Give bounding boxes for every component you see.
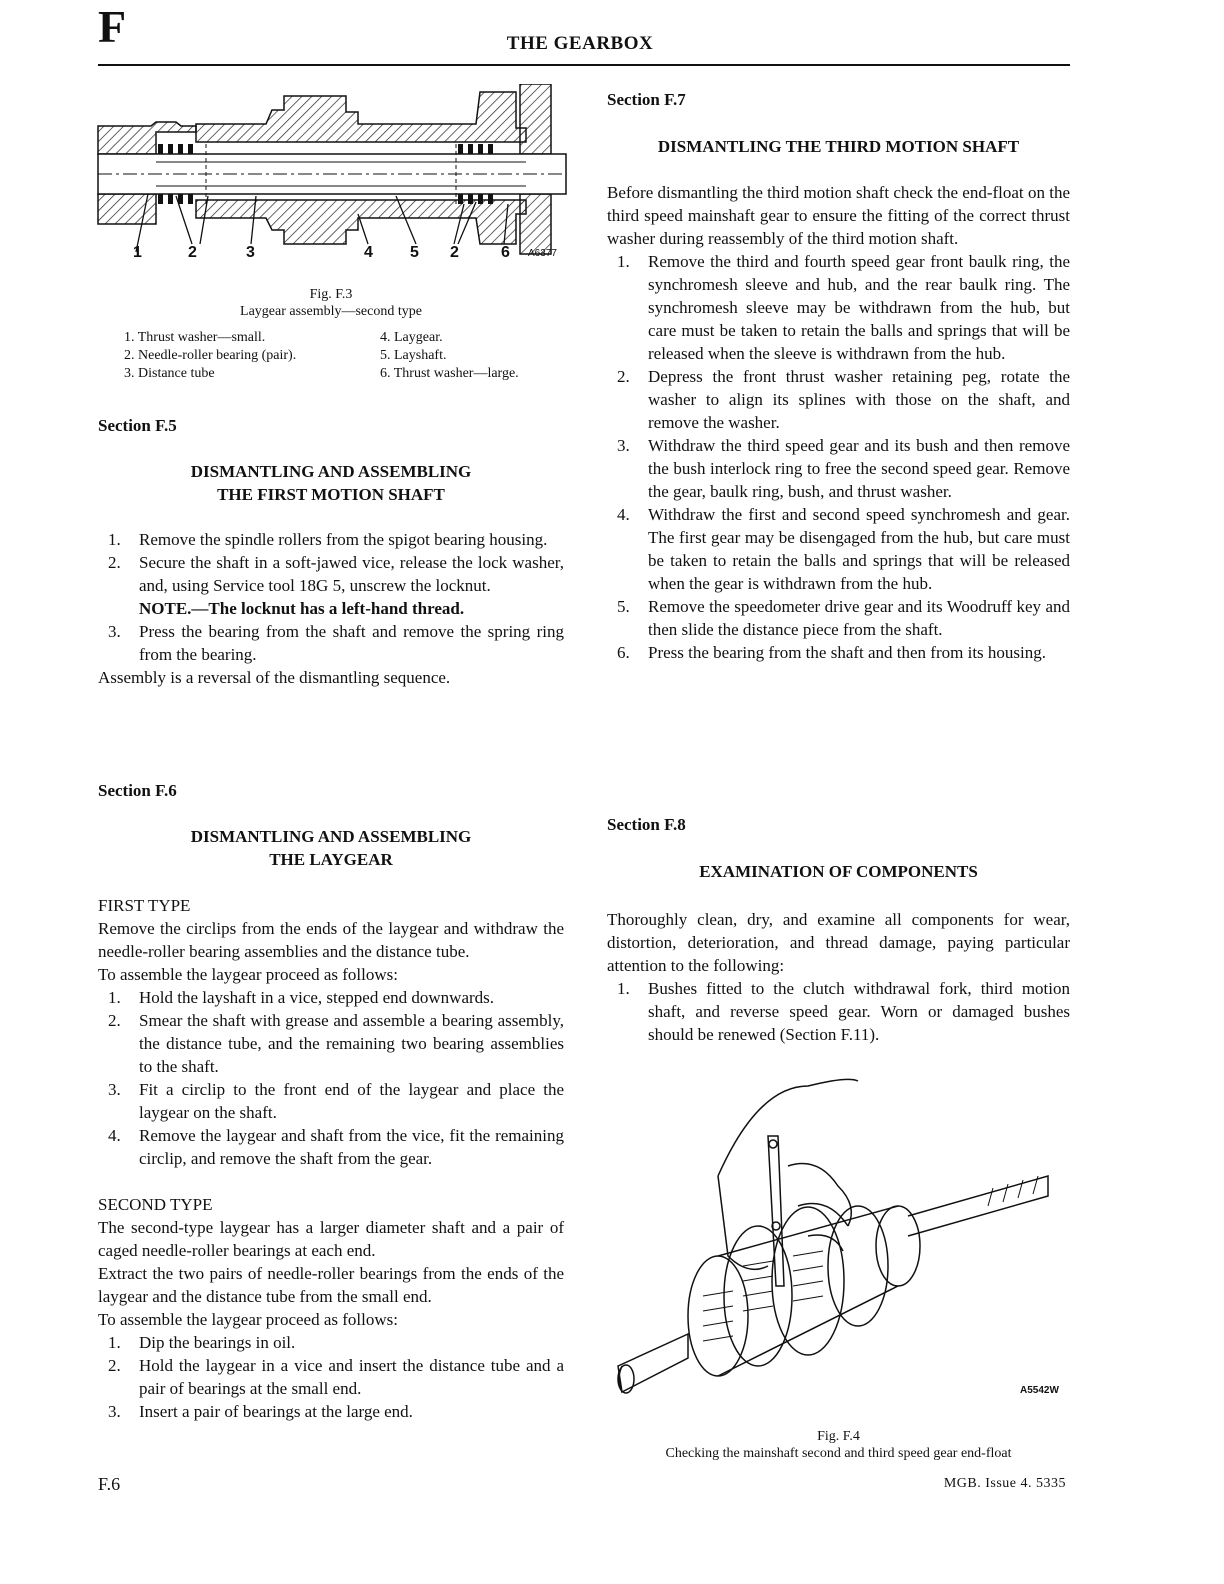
section-f8-heading: EXAMINATION OF COMPONENTS — [699, 862, 978, 881]
subheading: SECOND TYPE — [98, 1195, 213, 1214]
section-f8-body — [607, 908, 1070, 1046]
figure-label: Fig. F.4 — [817, 1429, 860, 1444]
list-item: 1. Hold the layshaft in a vice, stepped end downwards. — [108, 988, 495, 1007]
callout-2b: 2 — [450, 244, 459, 261]
section-f6-heading — [98, 825, 564, 871]
list-item: 6. Press the bearing from the shaft and then from its housing. — [617, 643, 1047, 662]
laygear-assembly-figure — [96, 84, 568, 264]
section-f7-body — [607, 181, 1070, 664]
figure-caption: Laygear assembly—second type — [240, 304, 422, 319]
section-f5-label: Section F.5 — [98, 416, 177, 435]
list-item: 1. Remove the third and fourth speed gear front baulk ring, the synchromesh sleeve and hub, and the rear baulk ring. The synchromesh sleeve may be withdrawn from the hub, but care must be taken to retain the balls and springs that will be released when the sleeve is withdrawn from the hub. — [617, 252, 1070, 363]
figure-code: A6377 — [528, 248, 557, 259]
section-f7-heading: DISMANTLING THE THIRD MOTION SHAFT — [657, 137, 1020, 156]
list-item: 3. Fit a circlip to the front end of the laygear and place the laygear on the shaft. — [108, 1080, 564, 1122]
page-title: THE GEARBOX — [506, 33, 654, 54]
chapter-letter: F — [98, 1, 127, 52]
list-item: 1. Bushes fitted to the clutch withdrawal fork, third motion shaft, and reverse speed gear. Worn or damaged bushes should be renewed (Section F.11). — [617, 979, 1070, 1044]
note: NOTE.—The locknut has a left-hand thread. — [139, 599, 465, 618]
issue-info: MGB. Issue 4. 5335 — [943, 1476, 1066, 1491]
section-f5-heading — [98, 460, 564, 506]
callout-6: 6 — [501, 244, 510, 261]
list-item: 4. Withdraw the first and second speed synchromesh and gear. The first gear may be disengaged from the hub, but care must be taken to retain the balls and springs that will be released when the gear is withdrawn from the hub. — [617, 505, 1070, 593]
legend-left — [124, 329, 364, 383]
paragraph: The second-type laygear has a larger diameter shaft and a pair of caged needle-roller bearings at each end. — [98, 1218, 564, 1260]
paragraph: Remove the circlips from the ends of the laygear and withdraw the needle-roller bearing assemblies and the distance tube. — [98, 919, 564, 961]
gear-endfloat-illustration — [608, 1066, 1068, 1416]
section-f6-label: Section F.6 — [98, 781, 177, 800]
legend-item: 2. Needle-roller bearing (pair). — [124, 348, 297, 363]
paragraph: Before dismantling the third motion shaft check the end-float on the third speed mainshaft gear to ensure the fitting of the correct thrust washer during reassembly of the third motion shaft. — [607, 183, 1070, 248]
list-item: 2. Secure the shaft in a soft-jawed vice, release the lock washer, and, using Service tool 18G 5, unscrew the locknut. — [108, 553, 564, 595]
figure-caption: Checking the mainshaft second and third speed gear end-float — [665, 1446, 1012, 1461]
legend-item: 1. Thrust washer—small. — [124, 330, 266, 345]
list-item: 4. Remove the laygear and shaft from the vice, fit the remaining circlip, and remove the shaft from the gear. — [108, 1126, 564, 1168]
callout-3: 3 — [246, 244, 255, 261]
list-item: 3. Insert a pair of bearings at the large end. — [108, 1402, 413, 1421]
legend-item: 3. Distance tube — [124, 366, 215, 381]
section-f7-label: Section F.7 — [607, 90, 686, 109]
paragraph: Thoroughly clean, dry, and examine all components for wear, distortion, deterioration, and thread damage, paying particular attention to the following: — [607, 910, 1070, 975]
list-item: 3. Press the bearing from the shaft and remove the spring ring from the bearing. — [108, 622, 564, 664]
list-item: 1. Dip the bearings in oil. — [108, 1333, 296, 1352]
header-rule — [98, 64, 1070, 66]
callout-2: 2 — [188, 244, 197, 261]
section-f5-body — [98, 528, 564, 689]
heading-line: THE FIRST MOTION SHAFT — [217, 485, 445, 504]
list-item: 2. Depress the front thrust washer retaining peg, rotate the washer to align its splines with those on the shaft, and remove the washer. — [617, 367, 1070, 432]
paragraph: To assemble the laygear proceed as follows: — [98, 965, 398, 984]
heading-line: DISMANTLING AND ASSEMBLING — [190, 462, 472, 481]
figure-label: Fig. F.3 — [309, 287, 353, 302]
list-item: 5. Remove the speedometer drive gear and its Woodruff key and then slide the distance piece from the shaft. — [617, 597, 1070, 639]
legend-item: 5. Layshaft. — [380, 348, 447, 363]
section-f8-label: Section F.8 — [607, 815, 686, 834]
callout-5: 5 — [410, 244, 419, 261]
callout-1: 1 — [133, 244, 142, 261]
legend-right — [380, 329, 560, 383]
paragraph: To assemble the laygear proceed as follows: — [98, 1310, 398, 1329]
heading-line: DISMANTLING AND ASSEMBLING — [190, 827, 472, 846]
paragraph: Extract the two pairs of needle-roller bearings from the ends of the laygear and the distance tube from the small end. — [98, 1264, 564, 1306]
legend-item: 6. Thrust washer—large. — [380, 366, 519, 381]
list-item: 3. Withdraw the third speed gear and its bush and then remove the bush interlock ring to free the second speed gear. Remove the gear, baulk ring, bush, and thrust washer. — [617, 436, 1070, 501]
list-item: 1. Remove the spindle rollers from the spigot bearing housing. — [108, 530, 548, 549]
heading-line: THE LAYGEAR — [269, 850, 393, 869]
callout-4: 4 — [364, 244, 373, 261]
section-f6-body — [98, 894, 564, 1423]
subheading: FIRST TYPE — [98, 896, 191, 915]
legend-item: 4. Laygear. — [380, 330, 443, 345]
list-item: 2. Smear the shaft with grease and assemble a bearing assembly, the distance tube, and the remaining two bearing assemblies to the shaft. — [108, 1011, 564, 1076]
list-item: 2. Hold the laygear in a vice and insert the distance tube and a pair of bearings at the small end. — [108, 1356, 564, 1398]
page-number: F.6 — [98, 1474, 121, 1494]
figure-code: A5542W — [1020, 1385, 1059, 1396]
paragraph: Assembly is a reversal of the dismantling sequence. — [98, 668, 451, 687]
